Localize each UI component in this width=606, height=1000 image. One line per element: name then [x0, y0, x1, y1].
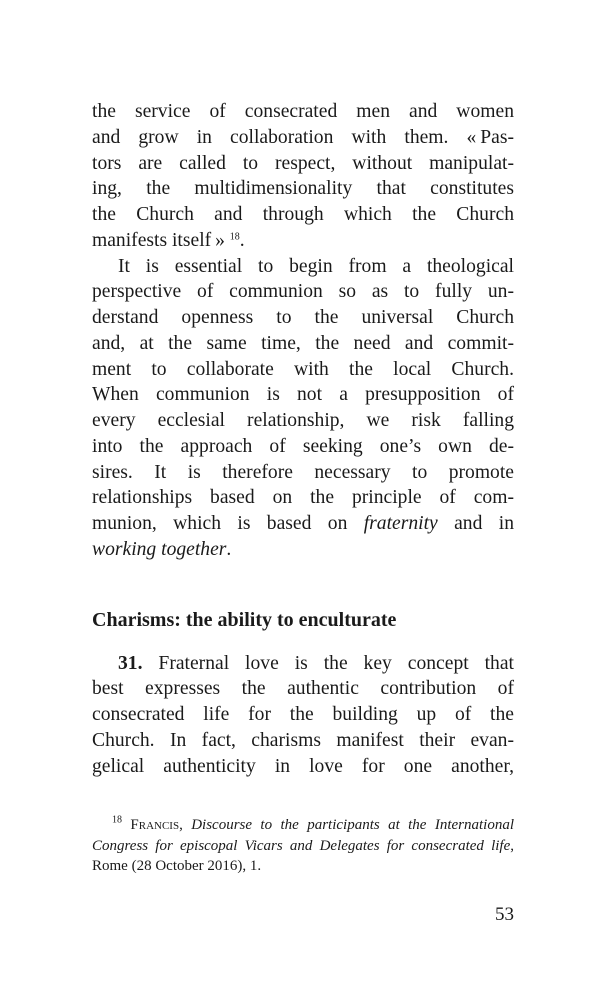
text-fragment: munion, which is based on — [92, 513, 364, 534]
emphasis-text: working together — [92, 538, 227, 560]
text-line — [92, 511, 514, 537]
text-line: the Church and through which the Church — [92, 204, 514, 225]
emphasis-text: fraternity — [363, 513, 438, 534]
footnote-author: Francis — [130, 817, 180, 833]
section-heading: Charisms: the ability to enculturate — [92, 608, 397, 631]
footnote-title: Congress for episcopal Vicars and Delegates for consecrated life — [92, 837, 511, 854]
main-text — [92, 99, 514, 779]
text-line: perspective of communion so as to fully un- — [92, 281, 514, 303]
footnote-number: 18 — [112, 814, 122, 826]
text-fragment: , — [179, 817, 192, 833]
text-line: Church. In fact, charisms manifest their evan- — [92, 729, 514, 751]
text-fragment: Fraternal love is the key concept that — [142, 652, 514, 674]
text-line: derstand openness to the universal Church — [92, 307, 514, 328]
text-line — [92, 537, 514, 563]
text-line: It is essential to begin from a theological — [118, 255, 514, 277]
text-line: into the approach of seeking one’s own de- — [92, 435, 514, 457]
paragraph-communion — [92, 254, 514, 563]
text-line: consecrated life for the building up of the — [92, 704, 514, 725]
text-line — [92, 651, 514, 677]
text-line: sires. It is therefore necessary to promote — [92, 461, 514, 483]
footnote-line: Rome (28 October 2016), 1. — [92, 858, 262, 874]
text-fragment: manifests itself » — [92, 229, 225, 251]
text-fragment: and in — [437, 513, 515, 534]
text-line: relationships based on the principle of com- — [92, 487, 514, 509]
text-fragment: , — [510, 837, 514, 854]
text-line: tors are called to respect, without manipulat- — [92, 152, 514, 174]
text-line: best expresses the authentic contribution of — [92, 678, 514, 700]
text-line: the service of consecrated men and women — [92, 101, 514, 122]
footnote-18 — [92, 815, 514, 877]
text-line: ing, the multidimensionality that constitutes — [92, 178, 514, 200]
paragraph-31 — [92, 651, 514, 780]
footnote-line — [92, 836, 514, 857]
footnote-line — [92, 815, 514, 836]
text-line: ment to collaborate with the local Church. — [92, 358, 514, 380]
text-fragment: . — [239, 229, 245, 251]
footnote-reference[interactable]: 18 — [229, 231, 240, 243]
text-line: and grow in collaboration with them. « Pas- — [92, 126, 514, 148]
text-line: gelical authenticity in love for one another, — [92, 755, 514, 777]
paragraph-number: 31. — [118, 652, 143, 674]
paragraph-continuation — [92, 99, 514, 254]
footnote-title: Discourse to the participants at the International — [191, 817, 515, 833]
text-line: and, at the same time, the need and commit- — [92, 332, 514, 354]
page-number: 53 — [495, 904, 514, 925]
text-line: every ecclesial relationship, we risk falling — [92, 410, 514, 431]
text-fragment: . — [226, 538, 232, 560]
text-line — [92, 228, 514, 254]
text-line: When communion is not a presupposition of — [92, 384, 514, 406]
